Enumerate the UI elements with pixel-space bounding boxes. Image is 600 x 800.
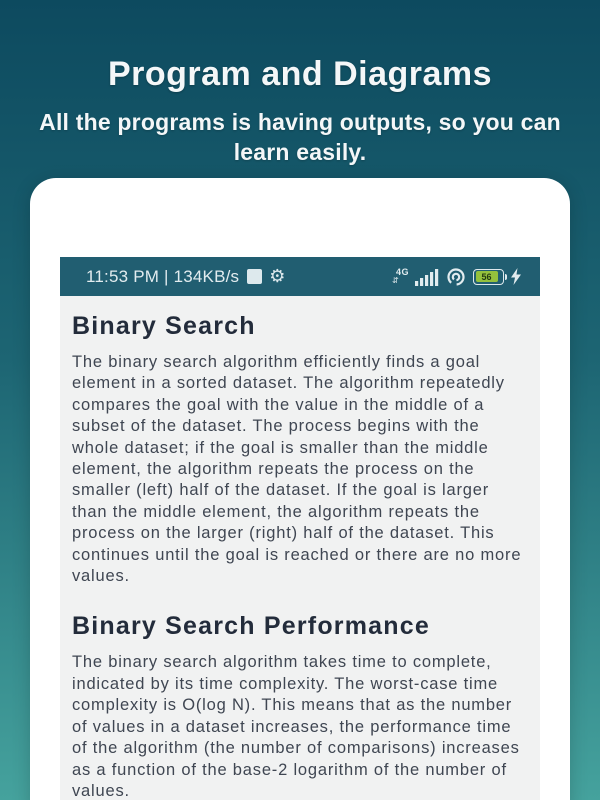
- section-heading: Binary Search: [72, 312, 256, 340]
- gear-icon: ⚙: [269, 265, 286, 287]
- network-type-indicator: [392, 268, 409, 285]
- page-subtitle: All the programs is having outputs, so you can learn easily.: [39, 109, 561, 165]
- signal-strength-icon: [415, 268, 439, 286]
- screenshot-card[interactable]: [30, 178, 570, 800]
- notification-square-icon: [247, 269, 262, 284]
- section-heading: Binary Search Performance: [72, 612, 430, 641]
- battery-fill: [476, 271, 498, 282]
- status-icons-group: [392, 267, 522, 287]
- status-time-and-speed: 11:53 PM | 134KB/s: [86, 266, 240, 286]
- status-bar: [60, 257, 540, 296]
- section-binary-search-performance: [72, 612, 528, 800]
- section-body: The binary search algorithm takes time to complete, indicated by its time complexity. The worst-case time complexity is O(log N). This means that as the number of values in a dataset increases, the performance time of the algorithm (the number of comparisons) increases as a function of the base-2 logarithm of the number of values.: [72, 653, 520, 800]
- page-title: Program and Diagrams: [107, 55, 493, 93]
- network-type-label: 4G: [395, 267, 409, 277]
- charging-icon: [510, 268, 522, 285]
- section-body: The binary search algorithm efficiently finds a goal element in a sorted dataset. The algorithm repeatedly compares the goal with the value in the middle of a subset of the dataset. The process begins with the whole dataset; if the goal is smaller than the middle element, the algorithm repeats the process on the smaller (left) half of the dataset. If the goal is larger than the middle element, the algorithm repeats the process on the larger (right) half of the dataset. This continues until the goal is reached or there are no more values.: [72, 353, 522, 586]
- section-binary-search: [72, 312, 528, 587]
- data-arrows-icon: ⇵: [391, 276, 399, 285]
- volte-icon: [445, 267, 467, 287]
- hero-section: [0, 0, 600, 168]
- battery-indicator: [473, 269, 504, 285]
- article-content: [60, 296, 540, 800]
- phone-screenshot: [60, 257, 540, 800]
- battery-percentage: 56: [481, 271, 492, 282]
